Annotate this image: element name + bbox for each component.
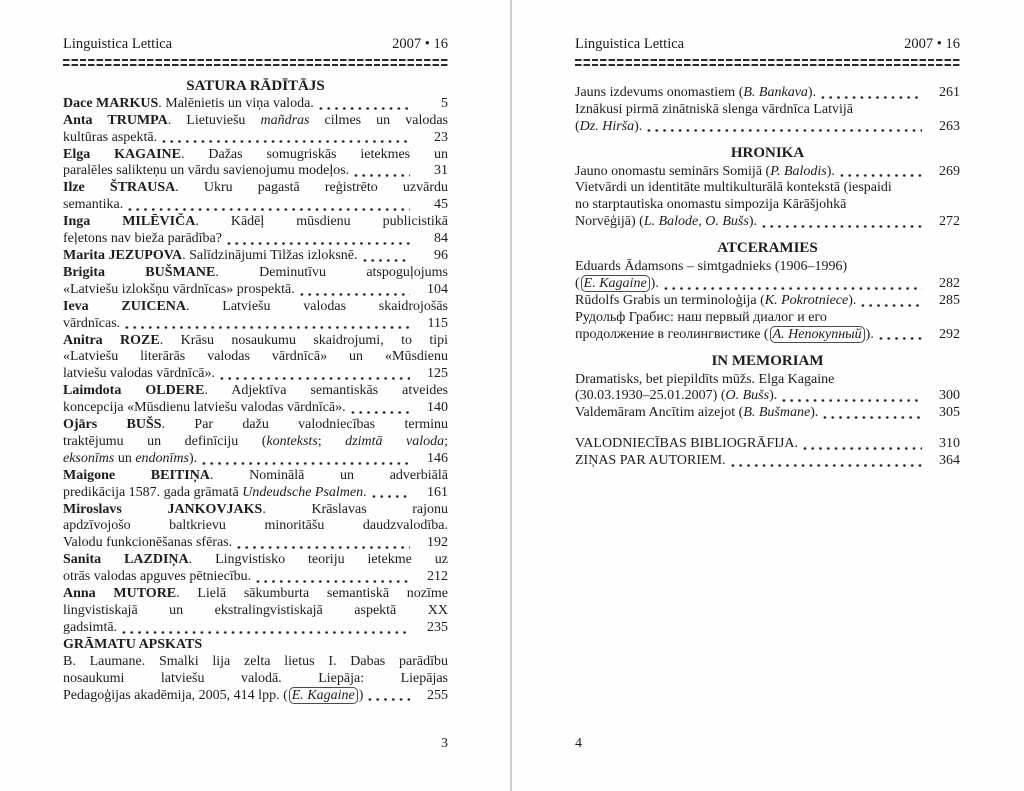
text-segment: Undeudsche Psalmen xyxy=(242,484,364,500)
dot-leader xyxy=(370,485,410,502)
text-segment: Dz. Hirša xyxy=(579,118,635,134)
toc-line-text xyxy=(63,400,346,417)
text-segment: Anna MUTORE xyxy=(63,586,177,602)
link-annotation[interactable]: А. Непокупный xyxy=(770,326,865,343)
toc-page-number: 96 xyxy=(434,247,448,263)
dot-leader xyxy=(200,451,410,468)
text-segment: semantika. xyxy=(63,197,124,213)
text-segment: endonīms xyxy=(135,450,189,466)
text-segment: Ilze ŠTRAUSA xyxy=(63,180,176,196)
dot-leader xyxy=(729,453,922,470)
text-segment: ( xyxy=(575,275,580,291)
text-segment: Ojārs BUŠS xyxy=(63,417,162,433)
text-segment: . Ukru pagastā reģistrēto uzvārdu xyxy=(175,180,448,196)
text-segment: Norvēģijā) ( xyxy=(575,214,644,230)
toc-line xyxy=(63,299,448,316)
text-segment: Рудольф Грабис: наш первый диалог и его xyxy=(575,309,827,325)
text-segment: feļetons nav bieža parādība? xyxy=(63,231,222,247)
toc-line xyxy=(63,349,448,366)
dot-leader xyxy=(160,130,410,147)
page-header xyxy=(63,36,448,53)
page-seam xyxy=(510,0,512,791)
text-segment: otrās valodas apguves pētniecību. xyxy=(63,569,252,585)
toc-page-number: 192 xyxy=(427,535,448,551)
dot-leader xyxy=(838,164,922,181)
toc-page-number: 125 xyxy=(427,366,448,382)
toc-line-text xyxy=(575,405,818,422)
text-segment: predikācija 1587. gada grāmatā xyxy=(63,484,243,500)
toc-line xyxy=(575,85,960,102)
dot-leader xyxy=(821,405,922,422)
dot-leader xyxy=(126,197,410,214)
toc-line xyxy=(63,214,448,231)
link-annotation[interactable]: E. Kagaine xyxy=(581,275,650,292)
text-segment: ( xyxy=(575,118,580,134)
text-segment: B. Bankava xyxy=(743,84,808,100)
section-heading: ATCERAMIES xyxy=(717,240,818,257)
text-segment: ). xyxy=(810,405,819,421)
text-segment: B. Laumane. Smalki lija zelta lietus I. Dabas parādību xyxy=(63,653,448,669)
toc-page-number: 115 xyxy=(427,315,448,331)
toc-page-number: 146 xyxy=(427,450,448,466)
dot-leader xyxy=(317,96,410,113)
toc-line-text xyxy=(63,197,123,214)
section-heading: IN MEMORIAM xyxy=(711,352,824,369)
text-segment: Valdemāram Ancītim aizejot ( xyxy=(575,405,744,421)
toc-lines-left xyxy=(63,78,448,705)
text-segment: . Adjektīva semantiskās atveides xyxy=(204,383,448,399)
toc-line-text xyxy=(63,231,222,248)
dot-leader xyxy=(877,327,922,344)
toc-line-text xyxy=(63,282,295,299)
toc-line-text xyxy=(63,688,363,705)
text-segment: Miroslavs JANKOVJAKS xyxy=(63,501,263,517)
text-segment: ). xyxy=(826,163,835,179)
text-segment: . Nominālā un adverbiālā xyxy=(209,467,448,483)
toc-page-number: 161 xyxy=(427,484,448,500)
toc-line-text xyxy=(63,569,251,586)
dot-leader xyxy=(298,282,410,299)
journal-title: Linguistica Lettica xyxy=(575,36,685,52)
toc-line xyxy=(63,197,448,214)
dot-leader xyxy=(780,388,922,405)
dot-leader xyxy=(361,248,410,265)
text-segment: . Kādēļ mūsdienu publicistikā xyxy=(195,214,448,230)
text-segment: Dramatisks, bet piepildīts mūžs. Elga Kagaine xyxy=(575,371,835,387)
toc-line xyxy=(575,197,960,214)
toc-line xyxy=(575,405,960,422)
toc-line xyxy=(575,259,960,276)
toc-page-number: 31 xyxy=(434,163,448,179)
toc-page-number: 310 xyxy=(939,436,960,452)
text-segment: «Latviešu izlokšņu vārdnīcas» prospektā. xyxy=(63,281,295,297)
toc-line xyxy=(63,688,448,705)
text-segment: Elga KAGAINE xyxy=(63,146,182,162)
toc-line xyxy=(63,147,448,164)
text-segment: Inga MILĒVIČA xyxy=(63,214,196,230)
toc-line xyxy=(63,130,448,147)
toc-page-number: 263 xyxy=(939,118,960,134)
link-annotation[interactable]: E. Kagaine xyxy=(289,687,358,704)
page-number-footer: 4 xyxy=(575,736,582,751)
text-segment: un xyxy=(114,450,136,466)
toc-line xyxy=(575,310,960,327)
text-segment: (30.03.1930–25.01.2007) ( xyxy=(575,388,726,404)
toc-page-number: 212 xyxy=(427,569,448,585)
toc-page-number: 255 xyxy=(427,687,448,703)
text-segment: cilmes un valodas xyxy=(309,112,448,128)
text-segment: paralēles salikteņu un vārdu savienojumu modeļos. xyxy=(63,163,350,179)
text-segment: dzimtā valoda xyxy=(345,433,445,449)
double-dashed-rule xyxy=(575,59,960,66)
text-segment: . Salīdzinājumi Tilžas izloksnē. xyxy=(182,247,358,263)
text-segment: Vietvārdi un identitāte multikulturālā kontekstā (iespaidi xyxy=(575,180,892,196)
text-segment: ). xyxy=(807,84,817,100)
toc-line xyxy=(63,366,448,383)
toc-line xyxy=(63,383,448,400)
toc-page-number: 285 xyxy=(939,292,960,308)
text-segment: vārdnīcas. xyxy=(63,315,121,331)
text-segment: ). xyxy=(189,450,198,466)
text-segment: gadsimtā. xyxy=(63,619,118,635)
dot-leader xyxy=(120,620,410,637)
toc-page-number: 272 xyxy=(939,214,960,230)
toc-line xyxy=(63,231,448,248)
text-segment: ; xyxy=(317,433,346,449)
text-segment: K. Pokrotniece xyxy=(764,292,849,308)
text-segment: Anta TRUMPA xyxy=(63,112,168,128)
dot-leader xyxy=(859,293,922,310)
text-segment: ) xyxy=(358,687,364,703)
toc-line-text xyxy=(575,327,874,344)
text-segment: Pedagoģijas akadēmija, 2005, 414 lpp. ( xyxy=(63,687,288,703)
toc-line-text xyxy=(63,96,314,113)
toc-line-text xyxy=(575,119,642,136)
toc-line xyxy=(575,214,960,231)
toc-page-number: 364 xyxy=(939,453,960,469)
text-segment: . Lingvistisko teoriju ietekme uz xyxy=(188,552,448,568)
journal-title: Linguistica Lettica xyxy=(63,36,173,52)
toc-line xyxy=(63,265,448,282)
text-segment: Laimdota OLDERE xyxy=(63,383,205,399)
text-segment: . Krāsu nosaukumu skaidrojumi, to tipi xyxy=(159,332,448,348)
text-segment: eksonīms xyxy=(63,450,115,466)
text-segment: Marita JEZUPOVA xyxy=(63,247,183,263)
toc-line-text xyxy=(575,453,726,470)
toc-line xyxy=(63,451,448,468)
text-segment: konteksts xyxy=(266,433,318,449)
toc-line-text xyxy=(575,164,835,181)
issue-number: 2007 • 16 xyxy=(904,36,960,52)
dot-leader xyxy=(645,119,922,136)
text-segment: lingvistiskajā un ekstralingvistiskajā aspektā XX xyxy=(63,603,448,618)
text-segment: Valodu funkcionēšanas sfēras. xyxy=(63,535,233,551)
double-dashed-rule xyxy=(63,59,448,66)
toc-line xyxy=(63,671,448,688)
toc-line xyxy=(63,502,448,519)
text-segment: . Latviešu valodas skaidrojošās xyxy=(186,298,448,314)
toc-page-number: 269 xyxy=(939,163,960,179)
toc-line-text xyxy=(575,388,777,405)
toc-page-number: 45 xyxy=(434,197,448,213)
page-header xyxy=(575,36,960,53)
toc-line xyxy=(63,113,448,130)
toc-line xyxy=(63,417,448,434)
text-segment: VALODNIECĪBAS BIBLIOGRĀFIJA. xyxy=(575,436,798,452)
toc-page-number: 282 xyxy=(939,275,960,291)
text-segment: . Lielā sākumburta semantiskā nozīme xyxy=(176,586,448,602)
text-segment: Sanita LAZDIŅA xyxy=(63,552,189,568)
toc-line xyxy=(575,180,960,197)
toc-line-text xyxy=(63,130,157,147)
text-segment: Rūdolfs Grabis un terminoloģija ( xyxy=(575,292,765,308)
toc-page-number: 104 xyxy=(427,281,448,297)
toc-line xyxy=(63,518,448,535)
text-segment: Eduards Ādamsons – simtgadnieks (1906–1996) xyxy=(575,259,848,275)
toc-line-text xyxy=(575,276,659,293)
toc-line xyxy=(63,434,448,451)
toc-page-number: 140 xyxy=(427,400,448,416)
text-segment: ). xyxy=(865,326,874,342)
dot-leader xyxy=(254,569,410,586)
toc-line-text xyxy=(63,163,349,180)
toc-line xyxy=(63,535,448,552)
page-left-content xyxy=(63,36,448,704)
toc-line xyxy=(63,586,448,603)
dot-leader xyxy=(662,276,922,293)
text-segment: ). xyxy=(769,388,778,404)
text-segment: apdzīvojošo baltkrievu minoritāšu daudzvalodība. xyxy=(63,518,448,534)
text-segment: Iznākusi pirmā zinātniskā slenga vārdnīca Latvijā xyxy=(575,101,853,117)
toc-page-number: 84 xyxy=(434,231,448,247)
text-segment: O. Bušs xyxy=(725,388,770,404)
toc-line xyxy=(63,333,448,350)
text-segment: koncepcija «Mūsdienu latviešu valodas vārdnīcā». xyxy=(63,400,346,416)
text-segment: no starptautiska onomastu simpozija Kārāšjohkā xyxy=(575,197,847,213)
text-segment: latviešu valodas vārdnīcā». xyxy=(63,366,216,382)
toc-line-text xyxy=(63,485,367,502)
toc-line xyxy=(63,163,448,180)
toc-line-text xyxy=(63,620,117,637)
text-segment: ). xyxy=(634,118,643,134)
text-segment: ). xyxy=(748,214,757,230)
toc-line xyxy=(63,603,448,620)
text-segment: Maigone BEITIŅA xyxy=(63,467,210,483)
toc-line xyxy=(63,468,448,485)
dot-leader xyxy=(225,231,410,248)
toc-line-text xyxy=(575,85,816,102)
text-segment: ; xyxy=(444,433,448,449)
text-segment: Anitra ROZE xyxy=(63,332,160,348)
toc-line xyxy=(575,276,960,293)
toc-line xyxy=(63,485,448,502)
toc-line xyxy=(575,164,960,181)
text-segment: . Krāslavas rajonu xyxy=(262,501,448,517)
text-segment: traktējumu un definīciju ( xyxy=(63,433,267,449)
page-right xyxy=(512,0,1024,791)
toc-line-text xyxy=(63,535,232,552)
dot-leader xyxy=(352,163,410,180)
text-segment: P. Balodis xyxy=(770,163,827,179)
toc-line xyxy=(63,316,448,333)
toc-line xyxy=(575,388,960,405)
text-segment: . Deminutīvu atspoguļojums xyxy=(215,264,448,280)
text-segment: . xyxy=(363,484,367,500)
text-segment: продолжение в геолингвистике ( xyxy=(575,326,769,342)
toc-line xyxy=(575,119,960,136)
text-segment: . Lietuviešu xyxy=(167,112,261,128)
toc-line xyxy=(575,293,960,310)
toc-line-text xyxy=(63,451,197,468)
toc-page-number: 292 xyxy=(939,326,960,342)
dot-leader xyxy=(349,400,410,417)
text-segment: nosaukumi latviešu valodā. Liepāja: Liepājas xyxy=(63,670,448,686)
dot-leader xyxy=(801,436,922,453)
toc-line xyxy=(63,282,448,299)
section-heading: GRĀMATU APSKATS xyxy=(63,636,203,652)
text-segment: «Latviešu literārās valodas vārdnīcā» un «Mūsdienu xyxy=(63,349,448,365)
section-heading: HRONIKA xyxy=(730,144,805,161)
dot-leader xyxy=(235,535,410,552)
text-segment: Jauns izdevums onomastiem ( xyxy=(575,84,744,100)
toc-line-text xyxy=(575,214,757,231)
toc-line xyxy=(575,372,960,389)
text-segment: . Malēnietis un viņa valoda. xyxy=(158,95,314,111)
toc-line xyxy=(63,654,448,671)
toc-page-number: 300 xyxy=(939,388,960,404)
toc-line xyxy=(575,436,960,453)
toc-lines-right xyxy=(575,85,960,470)
text-segment: ). xyxy=(650,275,659,291)
text-segment: kultūras aspektā. xyxy=(63,129,158,145)
spacer xyxy=(575,422,960,436)
text-segment: . Dažas somugriskās ietekmes un xyxy=(181,146,448,162)
toc-line xyxy=(63,620,448,637)
page-right-content xyxy=(575,36,960,470)
toc-line xyxy=(63,400,448,417)
toc-page-number: 5 xyxy=(441,95,448,111)
toc-line xyxy=(575,327,960,344)
toc-line-text xyxy=(575,293,856,310)
toc-line-text xyxy=(63,366,215,383)
toc-page-number: 261 xyxy=(939,84,960,100)
toc-line xyxy=(575,102,960,119)
text-segment: B. Bušmane xyxy=(743,405,811,421)
dot-leader xyxy=(819,85,922,102)
toc-page-number: 305 xyxy=(939,405,960,421)
text-segment: ). xyxy=(848,292,857,308)
text-segment: L. Balode, O. Bušs xyxy=(643,214,749,230)
text-segment: . Par dažu valodniecības terminu xyxy=(161,417,449,433)
text-segment: Dace MARKUS xyxy=(63,95,159,111)
toc-line-text xyxy=(575,436,798,453)
dot-leader xyxy=(123,316,410,333)
text-segment: ZIŅAS PAR AUTORIEM. xyxy=(575,453,726,469)
toc-page-number: 23 xyxy=(434,129,448,145)
toc-line xyxy=(63,248,448,265)
dot-leader xyxy=(366,688,410,705)
dot-leader xyxy=(760,214,922,231)
toc-line-text xyxy=(63,316,120,333)
dot-leader xyxy=(218,366,410,383)
section-heading: SATURA RĀDĪTĀJS xyxy=(186,77,325,94)
toc-page-number: 235 xyxy=(427,619,448,635)
issue-number: 2007 • 16 xyxy=(392,36,448,52)
text-segment: Brigita BUŠMANE xyxy=(63,264,216,280)
toc-line xyxy=(63,96,448,113)
toc-line xyxy=(63,180,448,197)
text-segment: Jauno onomastu seminārs Somijā ( xyxy=(575,163,771,179)
toc-line xyxy=(575,453,960,470)
toc-line xyxy=(63,552,448,569)
toc-line-text xyxy=(63,248,358,265)
toc-line xyxy=(63,569,448,586)
text-segment: mañdras xyxy=(260,112,310,128)
page-number-footer: 3 xyxy=(441,736,448,751)
text-segment: Ieva ZUICENA xyxy=(63,298,186,314)
